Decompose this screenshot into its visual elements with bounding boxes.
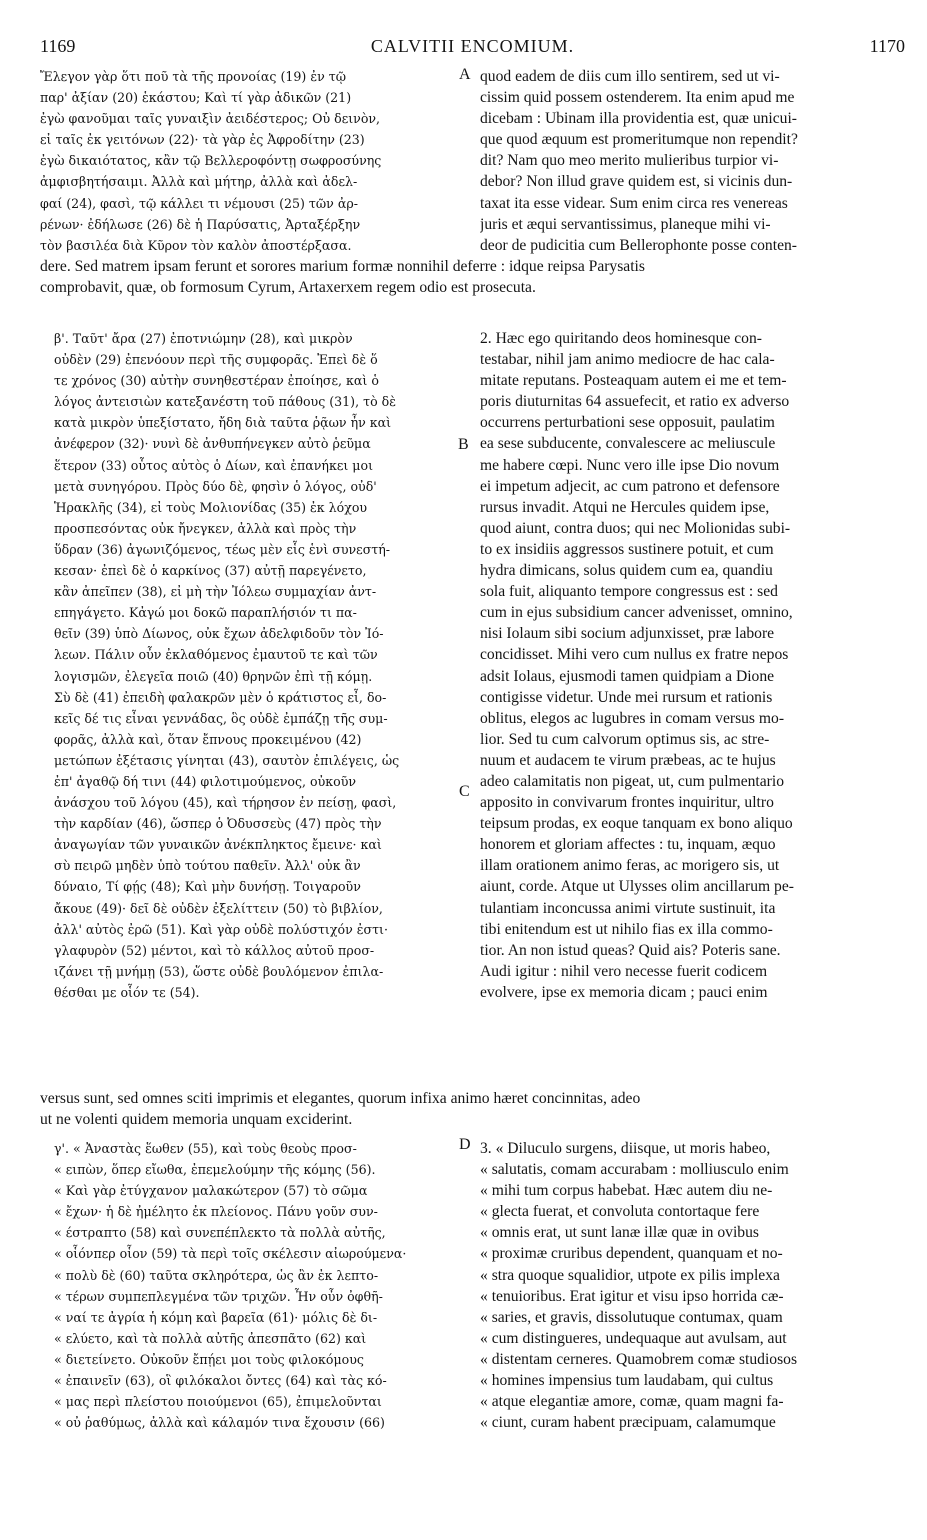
greek-text-line: προσπεσόντας οὐκ ἤνεγκεν, ἀλλὰ καὶ πρὸς τὴν bbox=[54, 520, 357, 536]
greek-text-line: τὸν βασιλέα διὰ Κῦρον τὸν καλὸν ἀποστέρξασα. bbox=[40, 237, 352, 253]
greek-text-line: οὐδὲν (29) ἐπενόουν περὶ τῆς συμφορᾶς. Ἐπεὶ δὲ ὅ bbox=[54, 352, 378, 368]
greek-text-line: σὺ πειρῶ μηδὲν ὑπὸ τούτου παθεῖν. Ἀλλ' οὐκ ἂν bbox=[54, 858, 361, 874]
latin-text-line: 3. « Diluculo surgens, diisque, ut moris habeo, bbox=[480, 1140, 771, 1157]
margin-letter-a: A bbox=[459, 66, 471, 83]
latin-text-line: to ex insidiis aggressos sustinere potuit, et cum bbox=[480, 540, 774, 558]
greek-text-line: « έστραπτο (58) καὶ συνεπέπλεκτο τὰ πολλὰ αὐτῆς, bbox=[54, 1225, 386, 1241]
greek-text-line: δύναιο, Τί φῄς (48); Καὶ μὴν δυνήσῃ. Τοιγαροῦν bbox=[54, 879, 361, 895]
greek-text-line: « Καὶ γὰρ ἐτύγχανον μαλακώτερον (57) τὸ σῶμα bbox=[54, 1183, 368, 1199]
page-number-left: 1169 bbox=[40, 36, 76, 56]
span-text-2 bbox=[40, 1088, 902, 1130]
latin-text-line: « saries, et gravis, dissolutuque contumax, quam bbox=[480, 1308, 783, 1326]
greek-text-line: « οἷόνπερ οἷον (59) τὰ περὶ τοῖς σκέλεσιν αἰωρούμενα· bbox=[54, 1246, 407, 1262]
block3-latin-column bbox=[480, 1138, 902, 1433]
greek-text-line: κατὰ μικρὸν ὑπεξίστατο, ἤδη διὰ ταῦτα ῥᾷων ἦν καὶ bbox=[54, 415, 392, 431]
latin-text-line: « homines impensius tum laudabam, qui cultus bbox=[480, 1372, 774, 1390]
greek-text-line: ἐγὼ δικαιότατος, κἂν τῷ Βελλεροφόντῃ σωφροσύνης bbox=[40, 153, 382, 169]
greek-text-line: « οὐ ῥαθύμως, ἀλλὰ καὶ κάλαμόν τινα ἔχουσιν (66) bbox=[54, 1415, 385, 1431]
margin-letter-d: D bbox=[459, 1136, 471, 1153]
latin-text-line: que quod æquum est promeritumque non rependit? bbox=[480, 131, 798, 149]
span-text-1 bbox=[40, 256, 902, 298]
latin-text-line: « salutatis, comam accurabam : molliusculo enim bbox=[480, 1161, 789, 1179]
latin-text-line: sola fuit, aliquanto tempore congressus est : sed bbox=[480, 583, 778, 601]
greek-text-line: ἀνέφερον (32)· νυνὶ δὲ ἀνθυπήνεγκεν αὐτὸ ῥεῦμα bbox=[54, 436, 371, 452]
latin-text-line: « stra quoque squalidior, utpote ex pilis implexa bbox=[480, 1266, 780, 1284]
latin-text-line: Audi igitur : nihil vero necesse fuerit codicem bbox=[480, 962, 768, 980]
latin-text-line: ut ne volenti quidem memoria unquam exciderint. bbox=[40, 1111, 353, 1129]
latin-text-line: tior. An non istud queas? Quid ais? Poteris sane. bbox=[480, 941, 781, 959]
latin-text-line: apposito in convivarum frontes inquiritur, ultro bbox=[480, 794, 774, 812]
latin-text-line: dere. Sed matrem ipsam ferunt et sorores marium formæ nonnihil deferre : idque reipsa Parysatis bbox=[40, 258, 645, 275]
greek-text-line: « ἐπαινεῖν (63), οἳ φιλόκαλοι ὄντες (64) καὶ τὰς κό- bbox=[54, 1373, 387, 1389]
latin-text-line: testabar, nihil jam animo mediocre de hac cala- bbox=[480, 351, 775, 369]
latin-text-line: oblitus, elegos ac lugubres in comam versus mo- bbox=[480, 709, 785, 727]
latin-text-line: me habere cœpi. Nunc vero ille ipse Dio novum bbox=[480, 456, 780, 474]
latin-text-line: evolvere, ipse ex memoria dicam ; pauci enim bbox=[480, 983, 768, 1001]
greek-text-line: Ἔλεγον γὰρ ὅτι ποῦ τὰ τῆς προνοίας (19) ἐν τῷ bbox=[40, 69, 346, 84]
greek-text-line: παρ' ἀξίαν (20) ἑκάστου; Καὶ τί γὰρ ἀδικῶν (21) bbox=[40, 90, 352, 106]
latin-text-line: « tenuioribus. Erat igitur et visu ipso horrida cæ- bbox=[480, 1287, 784, 1305]
latin-text-line: quod eadem de diis cum illo sentirem, sed ut vi- bbox=[480, 68, 780, 85]
greek-text-line: λεων. Πάλιν οὖν ἐκλαθόμενος ἐμαυτοῦ τε καὶ τῶν bbox=[54, 647, 378, 663]
greek-text-line: ἄκουε (49)· δεῖ δὲ οὐδὲν ἐξελίττειν (50) τὸ βιβλίον, bbox=[54, 900, 383, 916]
greek-text-line: Σὺ δὲ (41) ἐπειδὴ φαλακρῶν μὲν ὁ κράτιστος εἶ, δο- bbox=[54, 689, 387, 705]
greek-text-line: ὕδραν (36) ἀγωνιζόμενος, τέως μὲν εἷς ἑνὶ συνεστή- bbox=[54, 541, 391, 557]
latin-text-line: dicebam : Ubinam illa providentia est, quæ unicui- bbox=[480, 110, 797, 128]
latin-text-line: taxat ita esse videar. Sum enim circa res venereas bbox=[480, 194, 788, 212]
latin-text-line: rursus invadit. Atqui ne Hercules quidem ipse, bbox=[480, 498, 770, 516]
greek-text-line: « ναί τε ἀγρία ἡ κόμη καὶ βαρεῖα (61)· μόλις δὲ δι- bbox=[54, 1309, 378, 1325]
greek-text-line: θέσθαι με οἷόν τε (54). bbox=[54, 984, 200, 1000]
greek-text-line: φορᾶς, ἀλλὰ καὶ, ὅταν ἔπνους προκειμένου (42) bbox=[54, 731, 362, 747]
greek-text-line: ἀλλ' αὐτὸς ἐρῶ (51). Καὶ γὰρ οὐδὲ πολύστιχόν ἐστι· bbox=[54, 921, 388, 937]
greek-text-line: γλαφυρὸν (52) μέντοι, καὶ τὸ κάλλος αὐτοῦ προσ- bbox=[54, 942, 375, 958]
latin-text-line: occurrens perturbationi sese opposuit, paulatim bbox=[480, 414, 775, 432]
greek-text-line: « ἔχων· ἡ δὲ ἠμέλητο ἐκ πλείονος. Πάνυ γοῦν συν- bbox=[54, 1204, 378, 1220]
latin-text-line: « atque elegantiæ amore, comæ, quam magni fa- bbox=[480, 1393, 784, 1411]
latin-text-line: contigisse videtur. Unde mei rursum et rationis bbox=[480, 688, 773, 706]
latin-text-line: cum in ejus subsidium cancer advenisset, omnino, bbox=[480, 604, 793, 622]
greek-text-line: ιζάνει τῇ μνήμῃ (53), ὥστε οὐδὲ βουλόμενον ἐπιλα- bbox=[54, 963, 384, 979]
greek-text-line: β'. Ταῦτ' ἄρα (27) ἐποτνιώμην (28), καὶ μικρὸν bbox=[54, 331, 353, 346]
greek-text-line: επηγάγετο. Κἀγώ μοι δοκῶ παραπλήσιόν τι πα- bbox=[54, 605, 357, 621]
latin-text-line: illam orationem animo feras, ac morigero sis, ut bbox=[480, 857, 780, 875]
greek-text-line: κεσαν· ἐπεὶ δὲ ὁ καρκίνος (37) αὐτῇ παρεγένετο, bbox=[54, 563, 367, 579]
greek-text-line: « πολὺ δὲ (60) ταῦτα σκληρότερα, ὡς ἂν ἐκ λεπτο- bbox=[54, 1267, 379, 1283]
latin-text-line: debor? Non illud grave quidem est, si vicinis dun- bbox=[480, 173, 793, 191]
latin-text-line: quod aiunt, contra duos; qui nec Molionidas subi- bbox=[480, 519, 791, 537]
latin-text-line: « glecta fuerat, et convoluta contortaque fere bbox=[480, 1203, 760, 1221]
latin-text-line: adeo calamitatis non pigeat, ut, cum pulmentario bbox=[480, 772, 784, 790]
latin-text-line: hydra dimicans, solus quidem cum ea, quandiu bbox=[480, 562, 773, 580]
page-number-right: 1170 bbox=[869, 36, 905, 56]
latin-text-line: deor de pudicitia cum Bellerophonte posse conten- bbox=[480, 236, 797, 254]
margin-letter-b: B bbox=[458, 436, 469, 453]
greek-text-line: φαί (24), φασὶ, τῷ κάλλει τι νέμουσι (25) τῶν ἀρ- bbox=[40, 195, 358, 211]
latin-text-line: lior. Sed tu cum calvorum optimus sis, ac stre- bbox=[480, 730, 770, 748]
latin-text-line: 2. Hæc ego quiritando deos hominesque con- bbox=[480, 330, 762, 347]
greek-text-line: « διετείνετο. Οὐκοῦν ἔπῄει μοι τοὺς φιλοκόμους bbox=[54, 1351, 364, 1367]
margin-letter-c: C bbox=[459, 783, 470, 800]
latin-text-line: tibi enitendum est ut nihilo fias ex illa commo- bbox=[480, 920, 773, 938]
greek-text-line: τὴν καρδίαν (46), ὥσπερ ὁ Ὀδυσσεὺς (47) πρὸς τὴν bbox=[54, 816, 382, 832]
latin-text-line: cissim quid possem ostenderem. Ita enim apud me bbox=[480, 89, 795, 107]
greek-text-line: « τέρων συμπεπλεγμένα τῶν τριχῶν. Ἦν οὖν ὀφθῆ- bbox=[54, 1288, 383, 1304]
greek-text-line: Ἡρακλῆς (34), εἰ τοὺς Μολιονίδας (35) ἐκ λόχου bbox=[54, 499, 368, 515]
greek-text-line: ἀναγωγίαν τῶν γυναικῶν ἀνέκπληκτος ἔμεινε· καὶ bbox=[54, 837, 382, 853]
latin-text-line: nisi Iolaum sibi socium adjunxisset, præ labore bbox=[480, 625, 775, 643]
latin-text-line: versus sunt, sed omnes sciti imprimis et elegantes, quorum infixa animo hæret concinnitas, adeo bbox=[40, 1090, 641, 1107]
latin-text-line: « ciunt, curam habent præcipuam, calamumque bbox=[480, 1414, 776, 1432]
greek-text-line: ἐγὼ φανοῦμαι ταῖς γυναιξὶν ἀειδέστερος; Οὐ δεινὸν, bbox=[40, 111, 381, 127]
latin-text-line: mitate reputans. Posteaquam autem ei me et tem- bbox=[480, 372, 787, 390]
greek-text-line: ἀνάσχου τοῦ λόγου (45), καὶ τήρησον ἐν πείσῃ, φασὶ, bbox=[54, 795, 397, 811]
block2-greek-column bbox=[54, 328, 456, 1003]
greek-text-line: « ειπὼν, ὅπερ εἴωθα, ἐπεμελούμην τῆς κόμης (56). bbox=[54, 1162, 376, 1178]
greek-text-line: « ελύετο, καὶ τὰ πολλὰ αὐτῆς ἀπεσπᾶτο (62) καὶ bbox=[54, 1330, 367, 1346]
latin-text-line: tulantiam inconcussa animi virtute sustinuit, ita bbox=[480, 899, 776, 917]
greek-text-line: « μας περὶ πλείστου ποιούμενοι (65), ἐπιμελοῦνται bbox=[54, 1394, 382, 1410]
block1-latin-column bbox=[480, 66, 902, 256]
greek-text-line: ἐπ' ἀγαθῷ δή τινι (44) φιλοτιμούμενος, οὐκοῦν bbox=[54, 773, 357, 789]
latin-text-line: ea sese subducente, convalescere ac meliuscule bbox=[480, 435, 776, 453]
latin-text-line: aiunt, corde. Atque ut Ulysses olim ancillarum pe- bbox=[480, 878, 794, 896]
greek-text-line: μετώπων ἐξέτασις γίνηται (43), σαυτὸν ἐπιλέγεις, ὡς bbox=[54, 752, 400, 768]
greek-text-line: τε χρόνος (30) αὐτὴν συνηθεστέραν ἐποίησε, καὶ ὁ bbox=[54, 373, 379, 389]
latin-text-line: « omnis erat, ut sunt lanæ illæ quæ in ovibus bbox=[480, 1224, 759, 1242]
greek-text-line: ἀμφισβητήσαιμι. Ἀλλὰ καὶ μήτηρ, ἀλλὰ καὶ ἀδελ- bbox=[40, 174, 358, 190]
latin-text-line: « proximæ cruribus dependent, quanquam et no- bbox=[480, 1245, 783, 1263]
latin-text-line: « mihi tum corpus habebat. Hæc autem diu ne- bbox=[480, 1182, 773, 1200]
greek-text-line: λόγος ἀντεισιὼν κατεξανέστη τοῦ πάθους (31), τὸ δὲ bbox=[54, 394, 396, 410]
block2-latin-column bbox=[480, 328, 902, 1003]
greek-text-line: μετὰ συνηγόρου. Πρὸς δύο δὲ, φησὶν ὁ λόγος, οὐδ' bbox=[54, 478, 377, 494]
latin-text-line: juris et æqui servantissimus, planeque mihi vi- bbox=[480, 215, 771, 233]
greek-text-line: ρένων· ἐδήλωσε (26) δὲ ἡ Παρύσατις, Ἀρταξέρξην bbox=[40, 216, 361, 232]
latin-text-line: adsit Iolaus, ejusmodi tamen quidpiam a Dione bbox=[480, 667, 775, 685]
latin-text-line: « cum distingueres, undequaque aut avulsam, aut bbox=[480, 1329, 787, 1347]
latin-text-line: honorem et gloriam affectes : tu, inquam, æquo bbox=[480, 836, 776, 854]
latin-text-line: « distentam cerneres. Quamobrem comæ studiosos bbox=[480, 1350, 798, 1368]
greek-text-line: γ'. « Ἀναστὰς ἕωθεν (55), καὶ τοὺς θεοὺς προσ- bbox=[54, 1141, 357, 1156]
latin-text-line: concidisset. Mihi vero cum nullus ex fratre nepos bbox=[480, 646, 789, 664]
latin-text-line: comprobavit, quæ, ob formosum Cyrum, Artaxerxem regem odio est prosecuta. bbox=[40, 279, 536, 297]
running-head: CALVITII ENCOMIUM. bbox=[370, 36, 575, 56]
latin-text-line: nuum et audacem te virum præbeas, ac te hujus bbox=[480, 751, 776, 769]
greek-text-line: λογισμῶν, ἐλεγεῖα ποιῶ (40) θρηνῶν ἐπὶ τῇ κόμῃ. bbox=[54, 668, 373, 684]
block1-greek-column bbox=[40, 66, 455, 256]
greek-text-line: κεῖς δέ τις εἶναι γεννάδας, ὃς οὐδὲ ἐμπάζῃ τῆς συμ- bbox=[54, 710, 388, 726]
latin-text-line: dit? Nam quo meo merito mulieribus turpior vi- bbox=[480, 152, 779, 170]
page-header bbox=[40, 36, 905, 58]
greek-text-line: εἰ ταῖς ἐκ γειτόνων (22)· τὰ γὰρ ἐς Ἀφροδίτην (23) bbox=[40, 132, 365, 148]
latin-text-line: poris diuturnitas 64 assuefecit, et ratio ex adverso bbox=[480, 393, 790, 411]
block3-greek-column bbox=[54, 1138, 456, 1433]
greek-text-line: ἕτερον (33) οὗτος αὐτὸς ὁ Δίων, καὶ ἐπανήκει μοι bbox=[54, 457, 374, 473]
greek-text-line: κἂν ἀπεῖπεν (38), εἰ μὴ τὴν Ἰόλεω συμμαχίαν ἀντ- bbox=[54, 584, 377, 600]
latin-text-line: ei impetum adjecit, ac cum patrono et defensore bbox=[480, 477, 780, 495]
latin-text-line: teipsum prodas, ex eoque tanquam ex bono aliquo bbox=[480, 815, 793, 833]
greek-text-line: θεῖν (39) ὑπὸ Δίωνος, οὐκ ἔχων ἀδελφιδοῦν τὸν Ἰό- bbox=[54, 626, 384, 642]
